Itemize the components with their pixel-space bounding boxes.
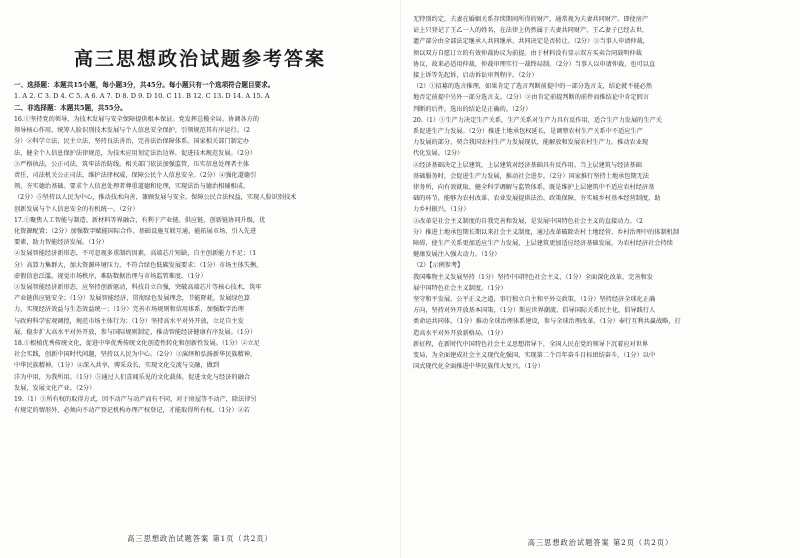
answer-body-right [413,14,786,373]
page-footer: 高三思想政治试题答案 第1页（共2页） [127,534,273,543]
section-heading-choice: 一、选择题：本题共15小题，每小题3分，共45分。每小题只有一个选项符合题目要求。 [14,81,275,89]
answer-line: 19.（1）①所有权的取得方式，因不动产与动产而有不同，对于房屋等不动产，除法律另 [14,396,257,404]
answer-line: 展中国特色社会主义制度。（1分） [413,284,507,292]
answer-line: 领，夯实德治基础。要求个人信息处理者尊重道德和伦理，实现法治与德治相辅相成。 [14,183,250,191]
answer-line: 责任，司法机关公正司法，维护法律权威，保障公民个人信息安全。（2分）④强化道德引 [14,172,257,180]
answer-line: 证上只登记了王乙一人的姓名，在法律上仍然属于夫妻共同财产。王乙妻子已经去世， [413,27,649,35]
answer-line: 法，健全个人信息保护法律规范，为技术应用划定法治边界，促进技术规范发展。（2分） [14,149,257,157]
answer-line: 与政府科学宏观调控，规范市场主体行为；（1分）坚持高水平对外开放，立足自主发 [14,317,244,325]
answer-line: 变局，为全面建成社会主义现代化强国，实现第二个百年奋斗目标团结奋斗，（1分）以中 [413,352,656,360]
answer-line: 虚假信息泛滥，视觉市场秩序，难防数据治理与市场监管难度。（1分） [14,272,207,280]
answer-line: ②发展智能经济新形态，不可忽视多重制约因素，高端芯片短缺，自主创新能力不足；（1 [14,250,257,258]
answer-line: （2分）⑤坚持以人民为中心，推动技术向善，兼顾发展与安全。保障公民合法权益，实现人脸识别技术 [14,194,297,202]
answer-line: 无特别约定，夫妻在婚姻关系存续期间所得的财产，通常视为夫妻共同财产。即使房产 [413,16,649,23]
answer-line: 20.（1）①生产力决定生产关系，生产关系对生产力具有反作用，适合生产力发展的生产关 [413,116,662,124]
answer-line: 协议，故来必适用仲裁，仲裁审理实行一裁终局制。（2分）当事人以申请仲裁，也可以直 [413,60,656,68]
answer-line: 社会实践，创新中国时代问题，坚持以人民为中心。（2分）③演绎和弘扬新华民族精神， [14,351,257,359]
answer-line: 判断的后件，选出的结论是正确的。（2分） [413,105,532,113]
answer-line: 要素，助力智能经济发展。（1分） [14,239,108,247]
answer-line: 我国唯物主义发展坚持（1分）坚持中国特色社会主义，（1分）全面深化改革，完善和发 [413,273,653,281]
answer-line: 化资源配置；（2分）加强数字赋能国际合作、基础设施互联互通，能拓展市场、引入先进 [14,228,257,236]
answer-line: 律务所，向有效就取、健全科学调解与监管体系，既是维护上层建筑中不适应农村经济基 [413,184,655,192]
answer-line: 新征程，在新时代中国特色社会主义思想指导下，全国人民在党的领导下沉着应对世界 [413,340,649,348]
answer-line: 分）推进土地承包期长期以来社会主义制度，通过改革破除农村土地经营、乡村治理中的体制机制 [413,228,680,236]
answer-line: 类命运共同体，（1分）推动全球治理体系建设，参与全球治理改革，（1分）奉行互利共赢战略，打 [413,318,681,326]
answer-line: 地否定前提中另外一部分选言支。（2分）②由肯定前提判断的前件而推结论中肯定假言 [413,94,649,102]
answer-body-left [14,114,386,416]
answer-line: 18.①根植优秀传统文化，促进中华优秀传统文化创造性转化和创新性发展。（1分）②立足 [14,340,260,348]
answer-line: 中华民族精神。（1分）④深入共享，博采众长，实现文化交流与交融，做到 [14,362,220,370]
section-heading-essay: 二、非选择题：本题共5题，共55分。 [14,104,127,112]
answer-line: （2）【示例参考】 [413,262,464,270]
answer-line: 创新发展与个人信息安全的有机统一。（2分） [14,205,139,213]
answer-line: 遗产部分由全部法定继承人共同继承、共同决定是否转让。（2分）③当事人申请仲裁， [413,38,649,46]
answer-line: 力乡村振兴。（1分） [413,206,470,214]
answer-line: 障碍，使生产关系更加适应生产力发展，上层建筑更加适应经济基础发展，为农村经济社会持续 [413,240,673,248]
answer-line: 力，实现经济效益与生态效益统一；（1分）完善市场规则和信用体系，加强数字治理 [14,306,244,314]
answer-line: 础的环节，能够为农村改革、农业发展提供法治、政策保障，夯实城乡村基本经营制度，助 [413,195,661,203]
answer-line: ③发展智能经济新形态，应坚持创新驱动，科技自立自强，突破高端芯片等核心技术，筑牢 [14,284,262,292]
answer-line: 方向，坚持对外开放基本国策，（1分）斯应世界潮流，倡导国际关系民主化，倡导践行人 [413,307,656,315]
answer-line: 分）高算力集群大，加大资源环境压力，不符合绿色低碳发展要求；（1分）市场主体失衡， [14,261,263,269]
answer-line: 坚守和平发展、公平正义之道，事行独立自主和平外交政策，（1分）坚持经济全球化正确 [413,296,656,304]
answer-line: （2）①招募的选言推理，如果肯定了选言判断前提中的一部分选言支，结论就不能必然 [413,83,653,91]
answer-line: 力发展的部分，契合我国农村生产力发展现状，能解放和发展农村生产力，推动农业现 [413,139,649,147]
answer-line: 健康发展注入强大动力。（1分） [413,251,501,259]
answer-line: 代化发展。（2分） [413,150,464,158]
answer-line: 发展，发展文化产业。（2分） [14,384,96,392]
answer-line: ②经济基础决定上层建筑，上层建筑对经济基础具有反作用。当上层建筑与经济基础 [413,161,642,169]
answer-line: 基础服务时，会促进生产力发展，推动社会进步。（2分）国家推行坚持土地承包期无法 [413,172,649,180]
document-title: 高三思想政治试题参考答案 [73,48,326,70]
answer-line: 系促进生产力发展。（2分）推进土地承包权延长，是调整农村生产关系中不适应生产 [413,128,643,136]
answer-line: 16.①坚持党的领导，为技术发展与安全保障提供根本保证。党发挥总揽全局、协调各方的 [14,116,259,123]
answer-line: 接上诉等先起诉，启动诉讼审判程序。（2分） [413,72,538,80]
answer-line: ③改革是社会主义制度的自我完善和发展，是发展中国特色社会主义的直接动力。（2 [413,217,643,225]
answer-line: 产业链供应链安全；（1分）发展智能经济，贯彻绿色发展理念，节能降耗，发展绿色算 [14,295,250,303]
answer-line: 须以双方自愿订立的有效仲裁协议为前提。由于材料没有显示双方买卖合同载明仲裁 [413,49,642,57]
multiple-choice-answers: 1. A 2. C 3. D 4. C 5. A 6. A 7. D 8. D 9. D 10. C 11. B 12. C 13. D 14. A 15. A [14,92,270,100]
answer-line: 国式现代化全面推进中华民族伟大复兴。（1分） [413,363,544,371]
page-footer: 高三思想政治试题答案 第2页（共2页） [527,538,674,547]
answer-line: 17.①聚焦人工智能与制造、新材料等界融合，有利于产业链、供应链、创新链协同升级，优 [14,216,266,224]
answer-line: 造高水平对外开放新格局。（1分） [413,329,507,337]
answer-line: 分）②科学立法，民主立法，坚持良法善治，完善法治保障体系。国家相关部门制定办 [14,138,250,146]
answer-line: ③严格执法，公正司法，筑牢法治防线。相关部门依法加强监管，压实信息处理者主体 [14,160,250,168]
answer-line: 展，稳步扩大高水平对外开放，参与国际规则制定，推动智能经济健康有序发展。（1分） [14,328,257,336]
answer-line: 领导核心作用，统筹人脸识别技术发展与个人信息安全保护，引领规范其有序运行。（2 [14,127,250,135]
answer-line: 有规定的情形外，必须向不动产登记机构办理产权登记，才能取得所有权。（1分）②若 [14,407,250,415]
answer-line: 洋为中用，为我所用。（1分）⑤通过人们喜闻乐见的文化载体，促进文化与经济的融合 [14,373,250,381]
answer-page-2 [400,0,800,558]
